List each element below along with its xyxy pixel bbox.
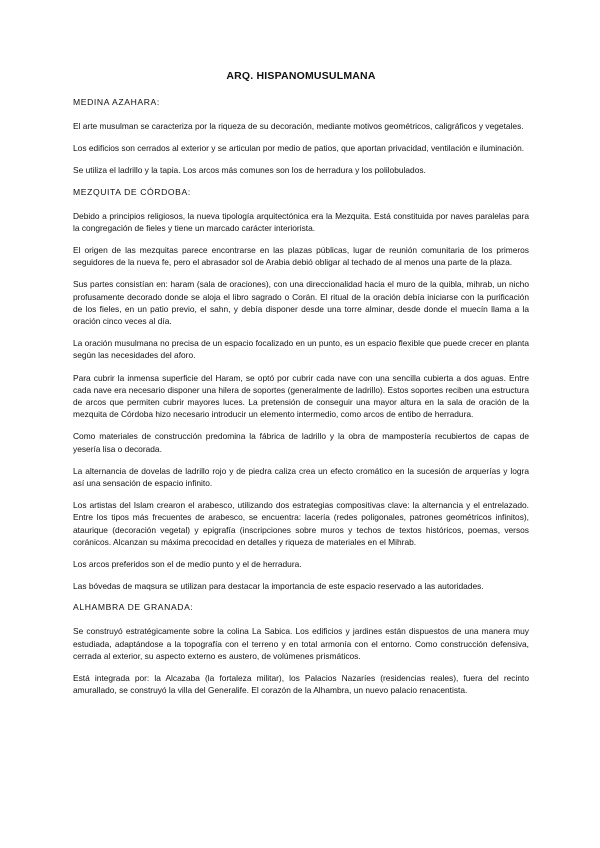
paragraph: Los arcos preferidos son el de medio punto y el de herradura. <box>73 559 302 570</box>
paragraph: Sus partes consistían en: haram (sala de oraciones), con una direccionalidad hacia el muro de la quibla, mihrab, un nicho profusamente decorado donde se aloja el libro sagrado o Corán. El ritual de la oración debía iniciarse con la purificación de los fieles, en un patio previo, el sahn, y debía disponer desde una torre alminar, desde donde el muecín llama a la oración cinco veces al día. <box>73 279 529 327</box>
paragraph: El origen de las mezquitas parece encontrarse en las plazas públicas, lugar de reunión comunitaria de los primeros seguidores de la nueva fe, pero el abrasador sol de Arabia debió obligar al techado de al menos una parte de la plaza. <box>73 245 529 268</box>
paragraph: La alternancia de dovelas de ladrillo rojo y de piedra caliza crea un efecto cromático en la sucesión de arquerías y logra así una sensación de espacio infinito. <box>73 465 529 489</box>
paragraph: Se utiliza el ladrillo y la tapia. Los arcos más comunes son los de herradura y los polilobulados. <box>73 165 426 176</box>
section-heading-medina-azahara: MEDINA AZAHARA: <box>73 97 160 107</box>
section-heading-mezquita-cordoba: MEZQUITA DE CÓRDOBA: <box>73 186 191 197</box>
section-heading-alhambra-granada: ALHAMBRA DE GRANADA: <box>73 602 194 613</box>
paragraph: El arte musulman se caracteriza por la riqueza de su decoración, mediante motivos geométricos, caligráficos y vegetales. <box>73 121 524 131</box>
document-page <box>73 70 529 707</box>
paragraph: La oración musulmana no precisa de un espacio focalizado en un punto, es un espacio flexible que puede crecer en planta según las necesidades del aforo. <box>73 338 529 361</box>
paragraph: Las bóvedas de maqsura se utilizan para destacar la importancia de este espacio reservado a las autoridades. <box>73 581 484 592</box>
paragraph: Los artistas del Islam crearon el arabesco, utilizando dos estrategias compositivas clave: la alternancia y el entrelazado. Entre los tipos más frecuentes de arabesco, se encuentra: lacería (redes poligonales, patrones geométricos infinitos), ataurique (decoración vegetal) y epigrafía (inscripciones sobre muros y techos de textos históricos, poemas, versos coránicos. Alcanzan su máxima precocidad en detalles y riqueza de materiales en el Mihrab. <box>73 500 529 547</box>
document-title: ARQ. HISPANOMUSULMANA <box>226 70 376 82</box>
paragraph: Se construyó estratégicamente sobre la colina La Sabica. Los edificios y jardines están dispuestos de una manera muy estudiada, adaptándose a la topografía con el terreno y en total armonía con el entorno. Como construcción defensiva, cerrada al exterior, su aspecto externo es austero, de volúmenes prismáticos. <box>73 626 529 661</box>
paragraph: Como materiales de construcción predomina la fábrica de ladrillo y la obra de mampostería recubiertos de capas de yesería lisa o decorada. <box>73 431 529 454</box>
paragraph: Para cubrir la inmensa superficie del Haram, se optó por cubrir cada nave con una sencilla cubierta a dos aguas. Entre cada nave era necesario disponer una hilera de soportes (generalmente de ladrillo). Estos soportes reciben una estructura de arcos que permiten cubrir mayores luces. La pretensión de conseguir una mayor altura en la sala de oración de la mezquita de Córdoba hizo necesario introducir un elemento intermedio, como arcos de entibo de herradura. <box>73 372 529 420</box>
paragraph: Debido a principios religiosos, la nueva tipología arquitectónica era la Mezquita. Está constituida por naves paralelas para la congregación de fieles y tiene un marcado carácter interiorista. <box>73 210 529 233</box>
paragraph: Está integrada por: la Alcazaba (la fortaleza militar), los Palacios Nazaríes (residencias reales), fuera del recinto amurallado, se construyó la villa del Generalife. El corazón de la Alhambra, un nuevo palacio renacentista. <box>73 673 529 696</box>
paragraph: Los edificios son cerrados al exterior y se articulan por medio de patios, que aportan privacidad, ventilación e iluminación. <box>73 143 525 154</box>
